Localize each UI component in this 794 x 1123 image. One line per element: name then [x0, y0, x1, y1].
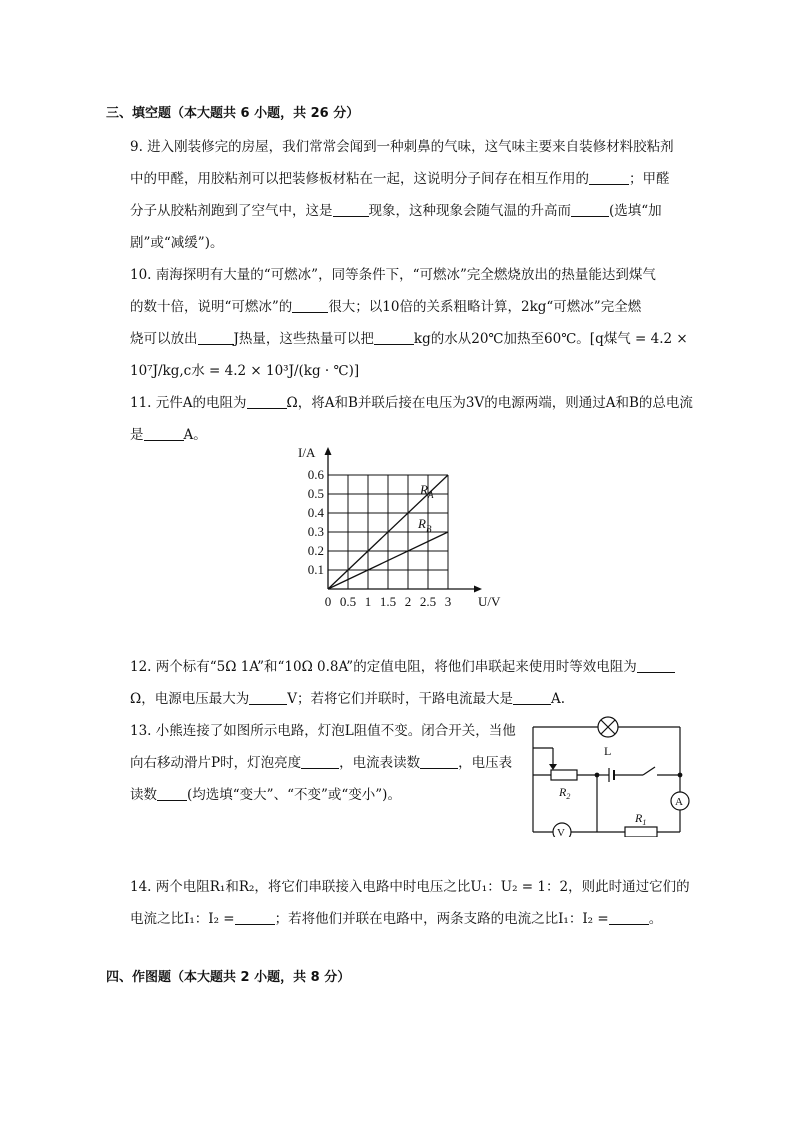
rheostat-r2	[551, 770, 577, 780]
q12-line-1	[130, 655, 675, 675]
q12-text: Ω，电源电压最大为	[130, 691, 250, 707]
q13-answer-blank-2[interactable]	[420, 754, 458, 769]
q13-text: ，电流表读数	[339, 755, 421, 771]
q13-text: 读数	[130, 787, 157, 803]
x-tick-label: 1.5	[379, 594, 397, 609]
x-tick-label: 2	[404, 594, 412, 609]
q9-answer-blank-1[interactable]	[589, 170, 629, 185]
circuit-diagram	[525, 712, 697, 837]
q10-text: kg的水从20℃加热至60℃。[q煤气 = 4.2 ×	[413, 331, 688, 347]
series-label-ra: $R_A$	[420, 482, 434, 500]
q14-text: 。	[648, 911, 663, 927]
q13-answer-blank-3[interactable]	[157, 786, 187, 801]
series-label-rb: $R_B$	[418, 516, 432, 535]
ammeter-label: A	[675, 796, 683, 808]
q11-text: 11. 元件A的电阻为	[130, 395, 247, 411]
q13-answer-blank-1[interactable]	[301, 754, 339, 769]
q10-line-4: 10⁷J/kg,c水 = 4.2 × 10³J/(kg · ℃)]	[130, 363, 360, 379]
junction-dot	[595, 773, 599, 777]
x-tick-label: 2.5	[419, 594, 437, 609]
y-tick-label: 0.6	[307, 467, 324, 482]
q10-text: 烧可以放出	[130, 331, 198, 347]
q11-line-1	[130, 391, 693, 411]
q14-answer-blank-1[interactable]	[235, 910, 275, 925]
switch-icon[interactable]	[643, 767, 655, 775]
q9-answer-blank-2[interactable]	[333, 202, 369, 217]
y-tick-label: 0.5	[307, 486, 324, 501]
y-axis-arrow-icon	[325, 447, 332, 455]
q10-line-1: 10. 南海探明有大量的“可燃冰”，同等条件下，“可燃冰”完全燃烧放出的热量能达到煤气	[130, 267, 656, 283]
q9-line-1: 9. 进入刚装修完的房屋，我们常常会闻到一种刺鼻的气味，这气味主要来自装修材料胶粘剂	[130, 139, 674, 155]
iu-graph	[290, 440, 510, 615]
q12-answer-blank-2[interactable]	[249, 690, 287, 705]
q9-line-2	[130, 167, 670, 187]
q10-text: 的数十倍，说明“可燃冰”的	[130, 299, 293, 315]
q13-text: 向右移动滑片P时，灯泡亮度	[130, 755, 302, 771]
q9-text: 分子从胶粘剂跑到了空气中，这是	[130, 203, 333, 219]
q10-answer-blank-3[interactable]	[374, 330, 414, 345]
q9-text: 现象，这种现象会随气温的升高而	[368, 203, 571, 219]
x-tick-label: 0	[324, 594, 332, 609]
q11-text: 是	[130, 427, 144, 443]
q13-text: (均选填“变大”、“不变”或“变小”)。	[187, 787, 401, 803]
q9-line-3	[130, 199, 662, 219]
junction-dot	[678, 773, 682, 777]
q12-answer-blank-3[interactable]	[513, 690, 551, 705]
q11-line-2	[130, 423, 207, 443]
q10-line-3	[130, 327, 688, 347]
x-tick-label: 3	[444, 594, 452, 609]
q11-answer-blank-2[interactable]	[144, 426, 184, 441]
q14-line-1: 14. 两个电阻R₁和R₂，将它们串联接入电路中时电压之比U₁：U₂ = 1：2，则此时通过它们的	[130, 879, 690, 895]
q12-line-2	[130, 687, 565, 707]
q9-line-4: 剧”或“减缓”)。	[130, 235, 224, 251]
q13-line-1: 13. 小熊连接了如图所示电路，灯泡L阻值不变。闭合开关，当他	[130, 723, 516, 739]
q13-line-3	[130, 783, 401, 803]
y-tick-label: 0.1	[307, 562, 324, 577]
q9-text: (选填“加	[609, 203, 662, 219]
q13-line-2	[130, 751, 512, 771]
x-tick-label: 1	[364, 594, 372, 609]
q10-answer-blank-2[interactable]	[198, 330, 234, 345]
q10-text: 很大；以10倍的关系粗略计算，2kg“可燃冰”完全燃	[328, 299, 642, 315]
q11-text: A。	[183, 427, 207, 443]
q12-text: 12. 两个标有“5Ω 1A”和“10Ω 0.8A”的定值电阻，将他们串联起来使用时等效电阻为	[130, 659, 637, 675]
x-tick-label: 0.5	[339, 594, 357, 609]
section-3-title: 三、填空题（本大题共 6 小题，共 26 分）	[106, 106, 360, 121]
q10-text: J热量，这些热量可以把	[233, 331, 374, 347]
q14-line-2	[130, 907, 662, 927]
x-axis-arrow-icon	[474, 586, 482, 593]
q10-line-2	[130, 295, 641, 315]
y-tick-label: 0.2	[307, 543, 324, 558]
q12-text: A.	[550, 691, 565, 707]
q9-text: 中的甲醛，用胶粘剂可以把装修板材粘在一起，这说明分子间存在相互作用的	[130, 171, 589, 187]
x-axis-label: U/V	[478, 594, 501, 609]
section-4-title: 四、作图题（本大题共 2 小题，共 8 分）	[106, 970, 351, 985]
lamp-label: L	[604, 744, 612, 758]
y-tick-label: 0.3	[307, 524, 324, 539]
y-axis-label: I/A	[298, 445, 316, 460]
resistor-r1	[625, 827, 657, 837]
q14-answer-blank-2[interactable]	[609, 910, 649, 925]
q10-answer-blank-1[interactable]	[292, 298, 328, 313]
q13-text: ，电压表	[458, 755, 513, 771]
q9-answer-blank-3[interactable]	[571, 202, 609, 217]
y-tick-label: 0.4	[307, 505, 324, 520]
q12-text: V；若将它们并联时，干路电流最大是	[287, 691, 513, 707]
q11-text: Ω，将A和B并联后接在电压为3V的电源两端，则通过A和B的总电流	[286, 395, 693, 411]
q14-text: 电流之比I₁：I₂ =	[130, 911, 235, 927]
q12-answer-blank-1[interactable]	[637, 658, 675, 673]
q9-text: ；甲醛	[629, 171, 670, 187]
q14-text: ；若将他们并联在电路中，两条支路的电流之比I₁：I₂ =	[274, 911, 609, 927]
voltmeter-label: V	[557, 827, 565, 837]
q11-answer-blank-1[interactable]	[247, 394, 287, 409]
r1-label: $R_1$	[635, 811, 647, 827]
r2-label: $R_2$	[559, 785, 571, 801]
slider-arrow-icon[interactable]	[549, 764, 557, 770]
